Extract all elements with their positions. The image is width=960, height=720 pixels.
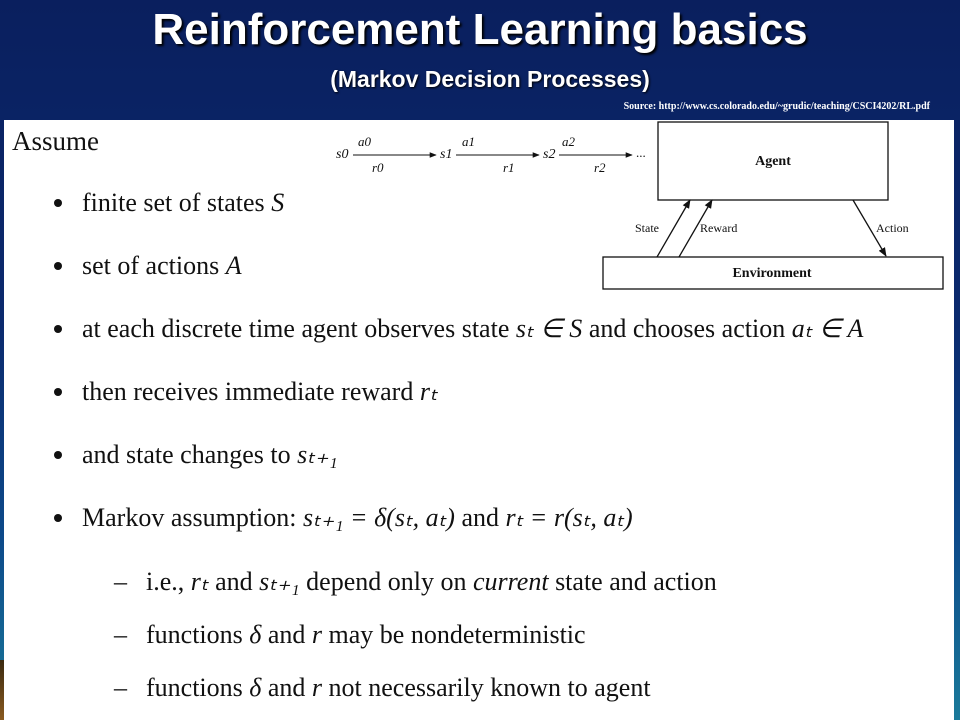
math-delta: δ <box>249 673 262 702</box>
bullet-text: at each discrete time agent observes state <box>82 314 516 343</box>
action-label: Action <box>876 221 909 235</box>
state-sequence <box>336 134 646 175</box>
math-S: S <box>271 188 285 217</box>
bullet-text: not necessarily known to agent <box>322 673 651 702</box>
bullet-text: state and action <box>548 567 717 596</box>
seq-state-2: s2 <box>543 147 556 162</box>
math-reward-fn: rₜ = r(sₜ, aₜ) <box>505 503 633 532</box>
content-panel <box>4 120 954 720</box>
reward-label: Reward <box>700 221 738 235</box>
bullet-text: and state changes to <box>82 440 298 469</box>
bullet-text: functions <box>146 620 250 649</box>
bullet-text: set of actions <box>82 251 226 280</box>
seq-action-0: a0 <box>358 134 371 149</box>
emphasis-current: current <box>472 567 549 596</box>
subbullet-nondeterministic <box>114 620 586 650</box>
bullet-text: may be nondeterministic <box>322 620 586 649</box>
math-st1: sₜ₊₁ <box>259 567 300 596</box>
bullet-text: then receives immediate reward <box>82 377 420 406</box>
seq-reward-0: r0 <box>372 160 384 175</box>
math-st: sₜ ∈ S <box>515 314 583 343</box>
math-r: r <box>311 620 323 649</box>
math-A: A <box>225 251 242 280</box>
bullet-text: Markov assumption: <box>82 503 303 532</box>
dash-marker: – <box>114 673 127 702</box>
state-label: State <box>635 221 659 235</box>
slide-title: Reinforcement Learning basics <box>152 5 808 54</box>
bullet-observe-state <box>54 314 863 344</box>
bullet-dot <box>54 388 62 396</box>
seq-ellipsis: ... <box>636 145 646 160</box>
subbullet-not-known <box>114 673 651 703</box>
bullet-text: finite set of states <box>82 188 272 217</box>
bullet-dot <box>54 325 62 333</box>
seq-action-1: a1 <box>462 134 475 149</box>
seq-state-1: s1 <box>440 147 453 162</box>
math-st1: sₜ₊₁ <box>297 440 338 469</box>
bullet-text: and chooses action <box>582 314 792 343</box>
subbullet-depend-current <box>114 567 717 597</box>
seq-state-0: s0 <box>336 147 349 162</box>
dash-marker: – <box>114 567 127 596</box>
bullet-text: and <box>454 503 506 532</box>
bullet-reward <box>54 377 438 407</box>
math-delta: δ <box>249 620 262 649</box>
bullet-dot <box>54 199 62 207</box>
bullet-dot <box>54 262 62 270</box>
seq-reward-1: r1 <box>503 160 515 175</box>
bullet-state-change <box>54 440 338 470</box>
bullet-text: depend only on <box>299 567 473 596</box>
bullet-dot <box>54 451 62 459</box>
environment-label: Environment <box>732 266 812 281</box>
math-transition: sₜ₊₁ = δ(sₜ, aₜ) <box>303 503 455 532</box>
seq-action-2: a2 <box>562 134 575 149</box>
math-r: r <box>311 673 323 702</box>
dash-marker: – <box>114 620 127 649</box>
bullet-actions <box>54 251 242 281</box>
slide-subtitle: (Markov Decision Processes) <box>330 66 650 92</box>
seq-reward-2: r2 <box>594 160 606 175</box>
bullet-text: and <box>208 567 260 596</box>
math-rt: rₜ <box>190 567 209 596</box>
math-at: aₜ ∈ A <box>791 314 864 343</box>
bullet-text: functions <box>146 673 250 702</box>
bullet-text: and <box>261 620 312 649</box>
agent-label: Agent <box>755 154 791 169</box>
assume-heading: Assume <box>12 126 99 156</box>
bullet-text: and <box>261 673 312 702</box>
bullet-finite-states <box>54 188 284 218</box>
state-arrow <box>657 200 690 257</box>
bullet-text: i.e., <box>146 567 191 596</box>
math-rt: rₜ <box>419 377 438 406</box>
source-link[interactable]: Source: http://www.cs.colorado.edu/~grudic/teaching/CSCI4202/RL.pdf <box>623 101 930 112</box>
bullet-dot <box>54 514 62 522</box>
bullet-markov <box>54 503 633 533</box>
